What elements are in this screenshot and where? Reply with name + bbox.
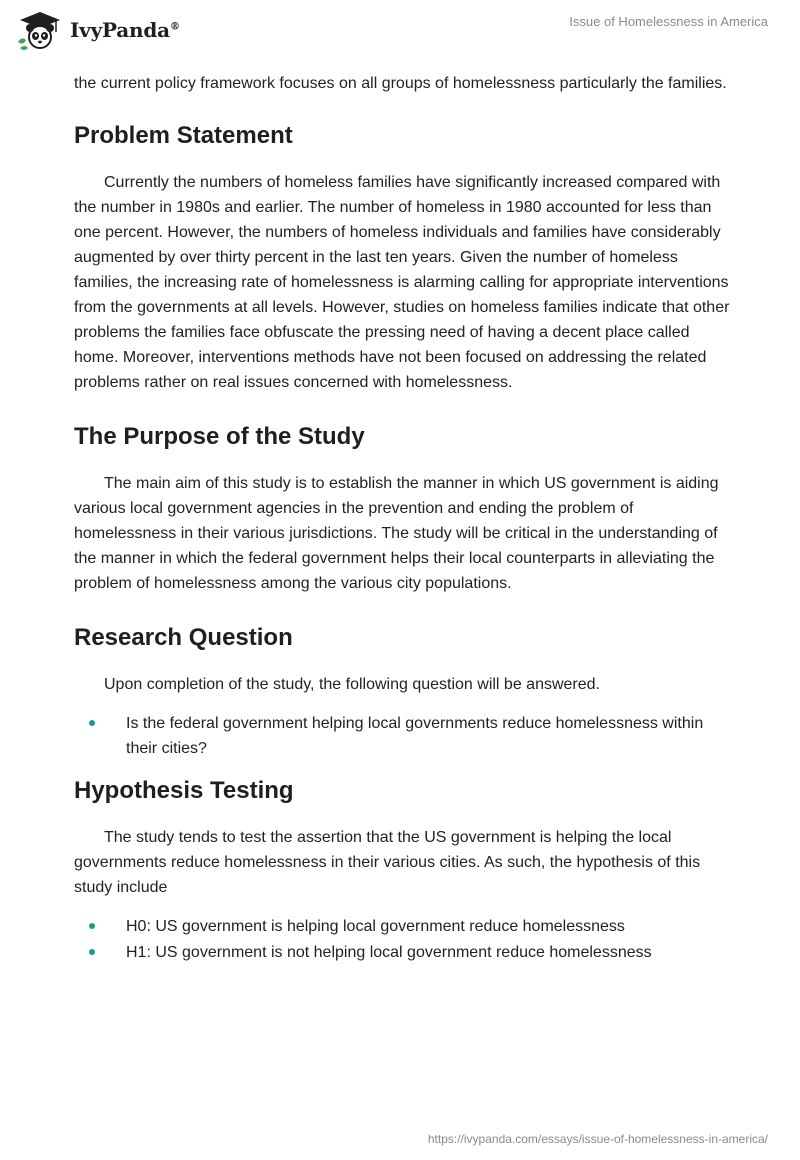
purpose-paragraph: The main aim of this study is to establish the manner in which US government is aiding various local government agencies in the prevention and ending the problem of homelessness in their various jurisdictions. The study will be critical in the understanding of the manner in which the federal government helps their local counterparts in alleviating the problem of homelessness among the various city populations.: [74, 475, 719, 592]
brand-name: IvyPanda®: [70, 18, 180, 42]
list-item: Is the federal government helping local governments reduce homelessness within their cities?: [74, 711, 730, 761]
section-heading-research-question: Research Question: [74, 624, 293, 651]
research-question-list: [74, 711, 730, 761]
section-heading-purpose: The Purpose of the Study: [74, 423, 365, 450]
bullet-dot-icon: [89, 720, 95, 726]
research-question-paragraph: Upon completion of the study, the following question will be answered.: [104, 676, 600, 693]
panda-graduate-logo-icon: [16, 10, 64, 50]
list-item: H0: US government is helping local government reduce homelessness: [74, 914, 730, 939]
source-url-link[interactable]: https://ivypanda.com/essays/issue-of-homelessness-in-america/: [427, 1132, 768, 1146]
brand-logo[interactable]: [16, 10, 180, 50]
section-heading-problem-statement: Problem Statement: [74, 122, 293, 149]
section-heading-hypothesis: Hypothesis Testing: [74, 777, 294, 804]
problem-statement-paragraph: Currently the numbers of homeless families have significantly increased compared with the number in 1980s and earlier. The number of homeless in 1980 accounted for less than one percent. However, the numbers of homeless individuals and families have considerably augmented by over thirty percent in the last ten years. Given the number of homeless families, the increasing rate of homelessness is alarming calling for appropriate interventions from the governments at all levels. However, studies on homeless families indicate that other problems the families face obfuscate the pressing need of having a decent place called home. Moreover, interventions methods have not been focused on addressing the related problems rather on real issues concerned with homelessness.: [74, 174, 730, 391]
bullet-dot-icon: [89, 923, 95, 929]
bullet-dot-icon: [89, 949, 95, 955]
essay-body: [74, 71, 730, 977]
hypothesis-paragraph: The study tends to test the assertion that the US government is helping the local governments reduce homelessness in their various cities. As such, the hypothesis of this study include: [74, 829, 701, 896]
hypothesis-list: [74, 914, 730, 965]
document-header-title: Issue of Homelessness in America: [569, 14, 768, 29]
intro-paragraph: the current policy framework focuses on all groups of homelessness particularly the families.: [74, 75, 727, 92]
list-item: H1: US government is not helping local government reduce homelessness: [74, 940, 730, 965]
